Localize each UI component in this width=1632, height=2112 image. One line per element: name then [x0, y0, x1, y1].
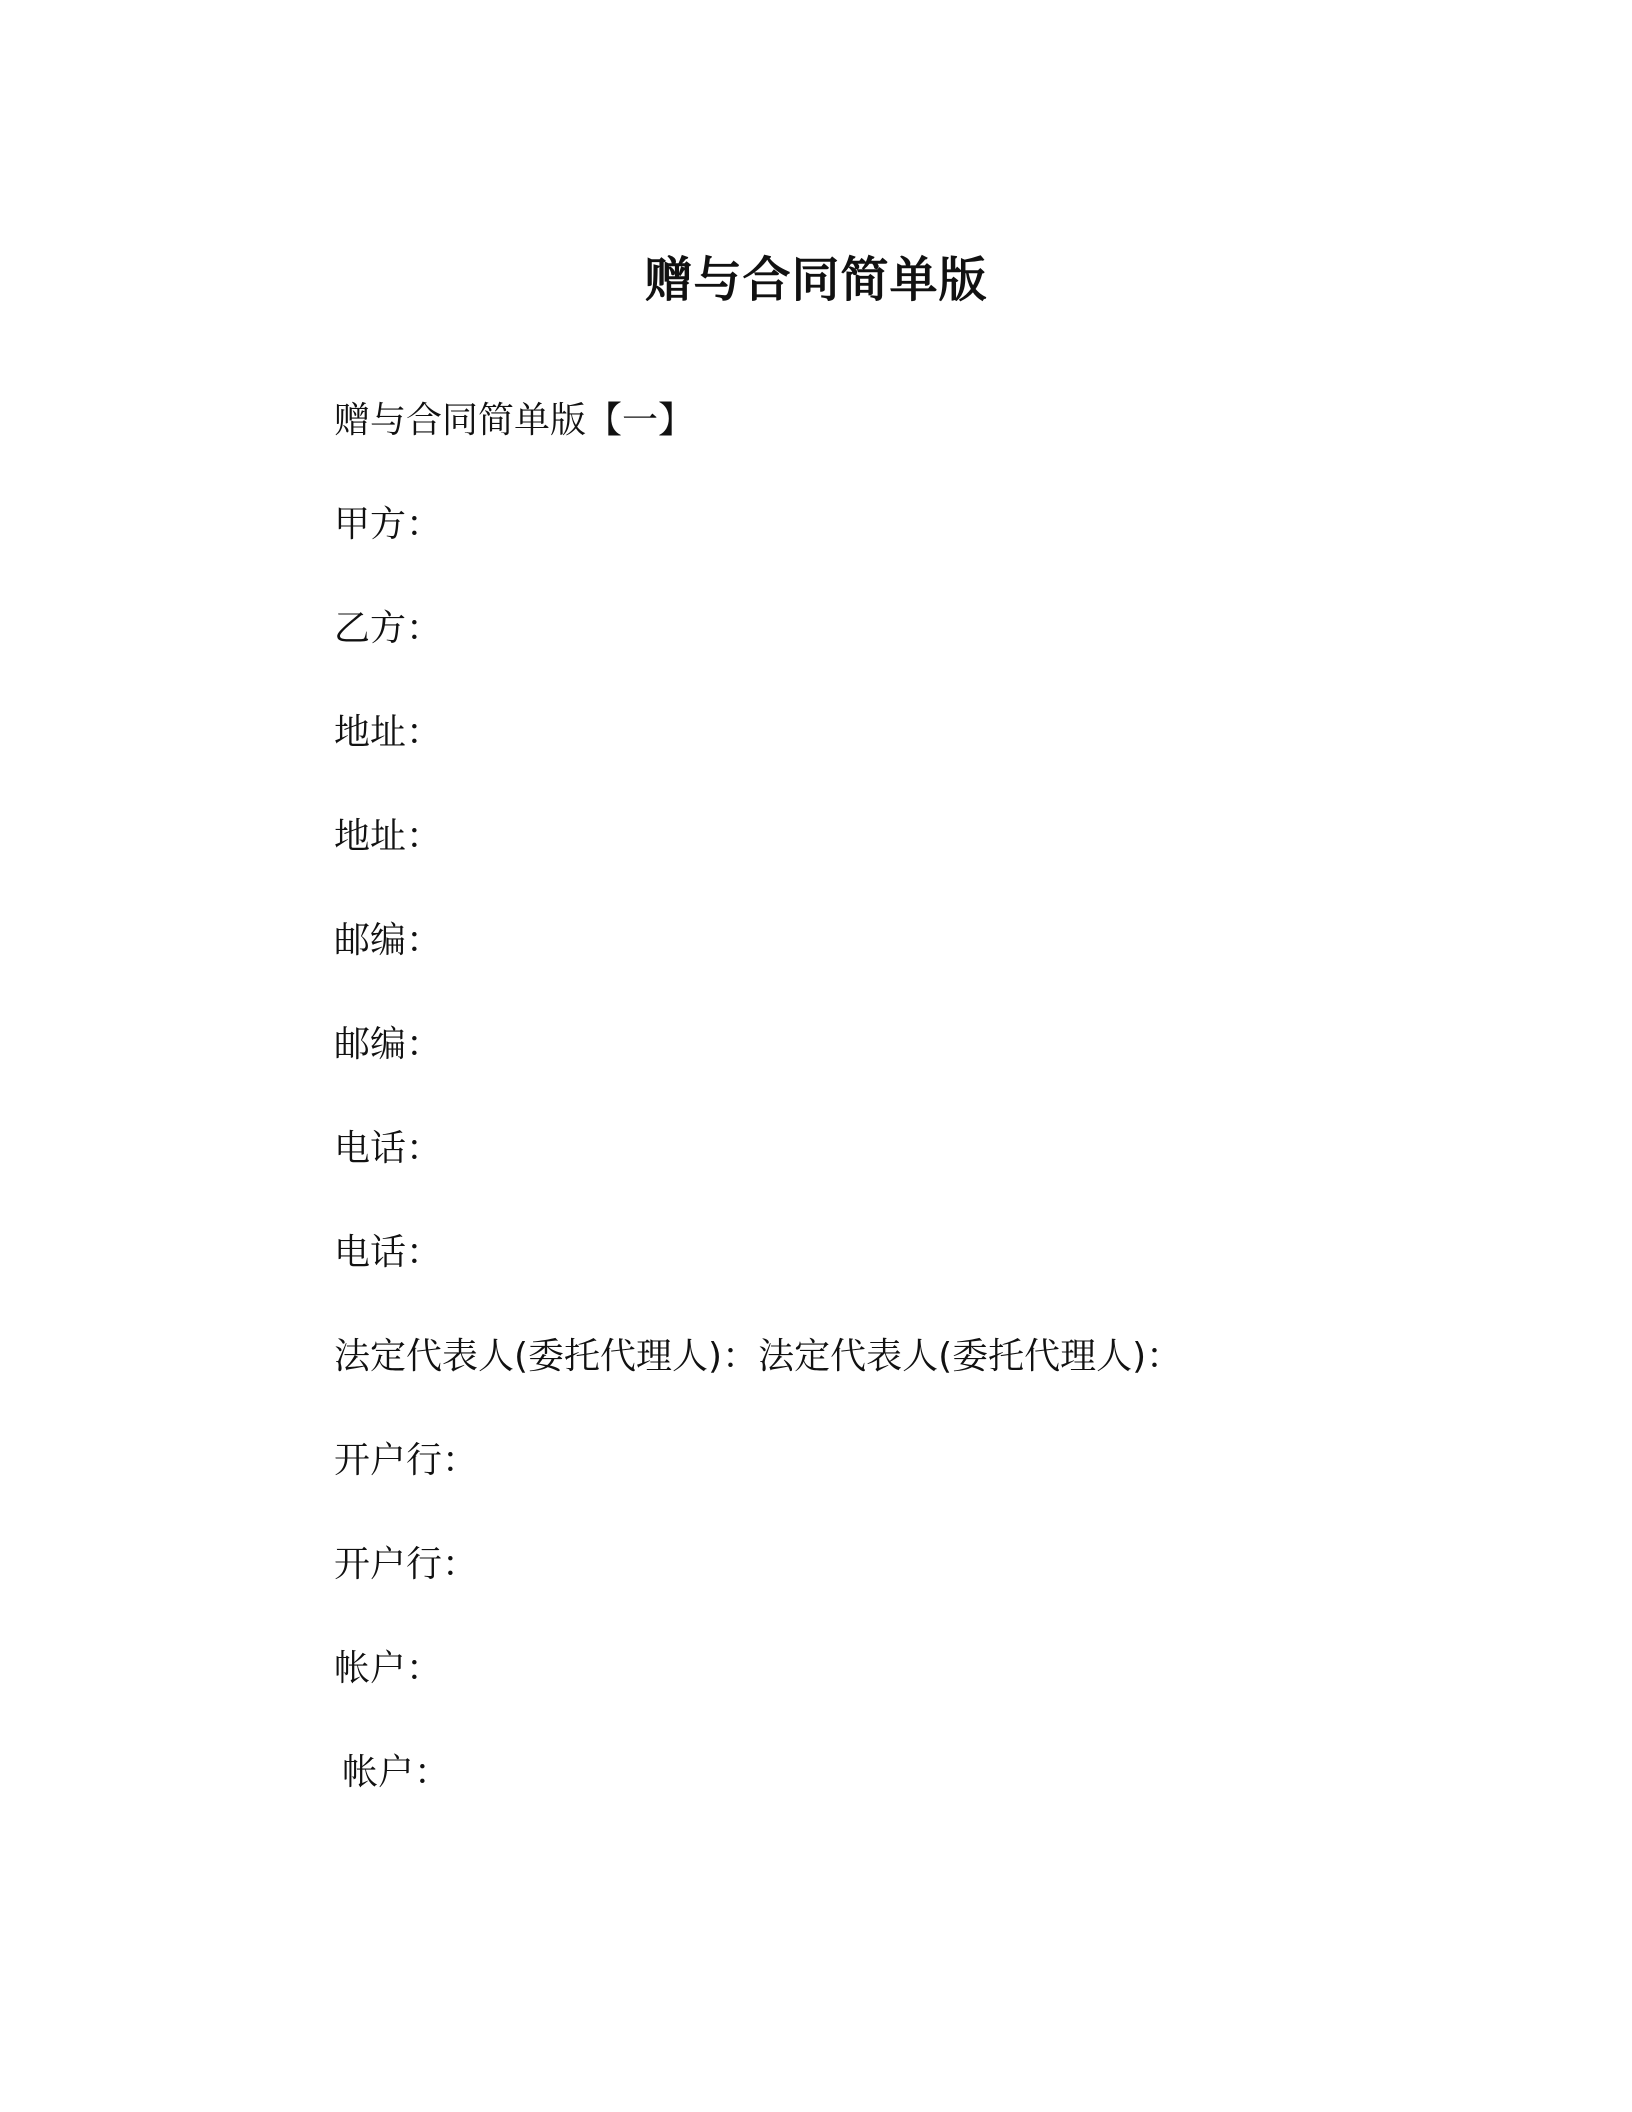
contract-fields — [334, 388, 1434, 1844]
account-line-a: 帐户： — [334, 1648, 443, 1689]
postcode-line-b: 邮编： — [334, 1024, 443, 1065]
document-title: 赠与合同简单版 — [644, 252, 988, 309]
account-line-b: 帐户： — [342, 1752, 451, 1793]
address-line-b: 地址： — [334, 816, 443, 857]
party-b-line: 乙方： — [334, 608, 443, 649]
postcode-line-a: 邮编： — [334, 920, 443, 961]
legal-representative-line: 法定代表人(委托代理人)：法定代表人(委托代理人)： — [334, 1336, 1183, 1377]
party-a-line: 甲方： — [334, 504, 443, 545]
bank-line-a: 开户行： — [334, 1440, 479, 1481]
phone-line-a: 电话： — [334, 1128, 443, 1169]
phone-line-b: 电话： — [334, 1232, 443, 1273]
section-heading: 赠与合同简单版【一】 — [334, 400, 695, 441]
bank-line-b: 开户行： — [334, 1544, 479, 1585]
address-line-a: 地址： — [334, 712, 443, 753]
